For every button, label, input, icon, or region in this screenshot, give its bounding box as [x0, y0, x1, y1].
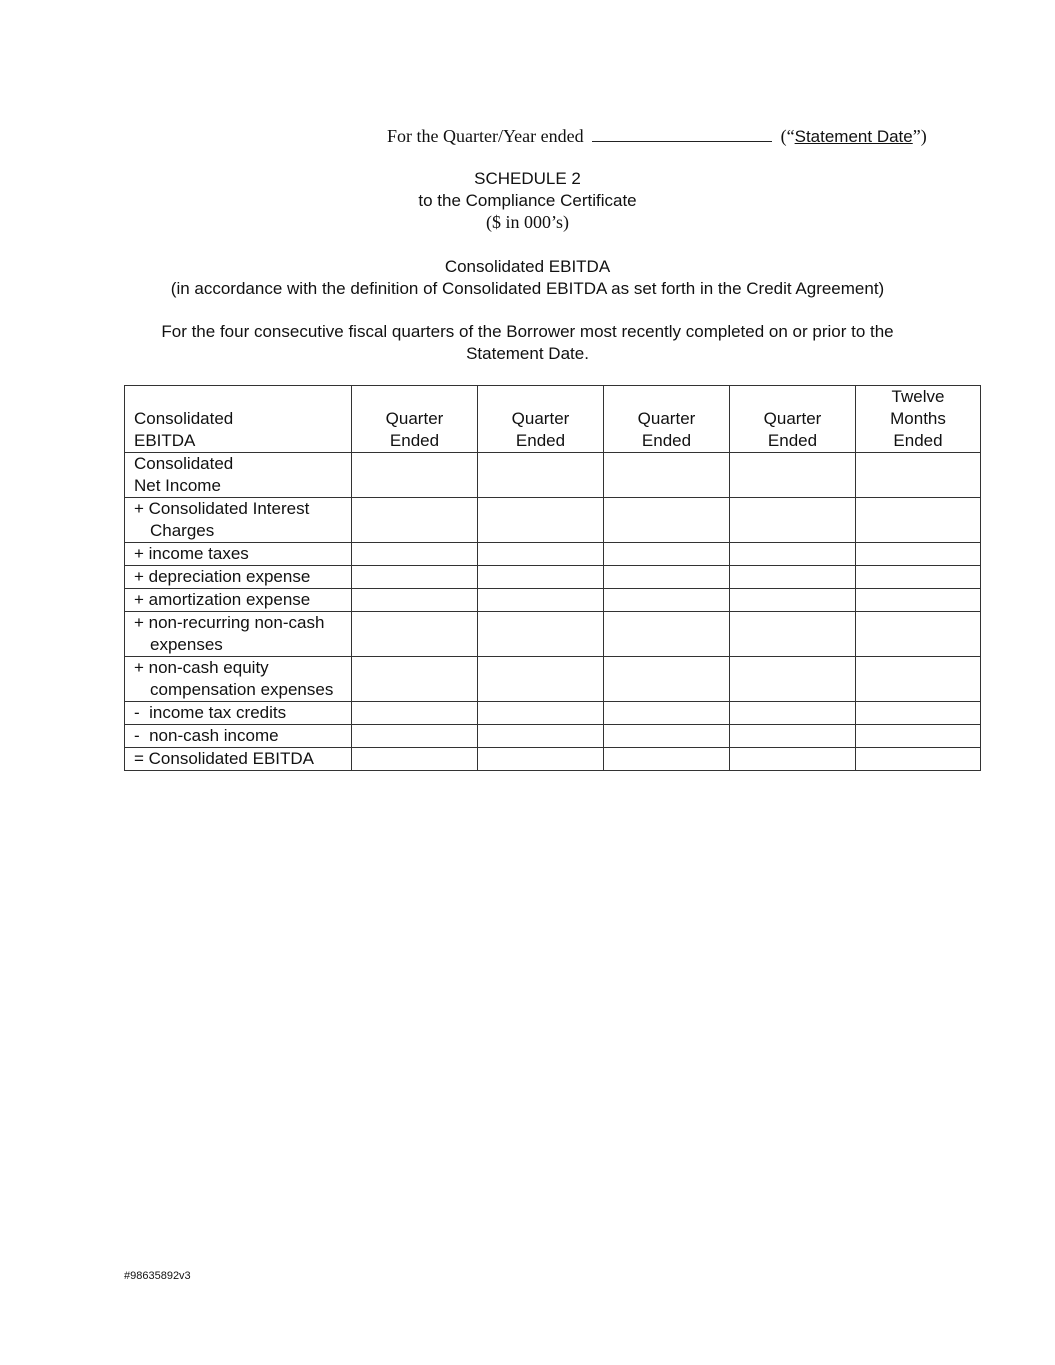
row-label-non-recurring: + non-recurring non-cash expenses [125, 612, 352, 657]
value-cell[interactable] [856, 543, 981, 566]
table-row [125, 453, 981, 498]
value-cell[interactable] [604, 543, 730, 566]
value-cell[interactable] [856, 612, 981, 657]
table-row [125, 657, 981, 702]
value-cell[interactable] [352, 498, 478, 543]
table-row [125, 612, 981, 657]
row-label-tax-credits: - income tax credits [125, 702, 352, 725]
value-cell[interactable] [604, 566, 730, 589]
value-cell[interactable] [604, 748, 730, 771]
value-cell[interactable] [730, 725, 856, 748]
value-cell[interactable] [478, 589, 604, 612]
value-cell[interactable] [730, 543, 856, 566]
value-cell[interactable] [856, 702, 981, 725]
table-row [125, 498, 981, 543]
schedule-subtitle: to the Compliance Certificate [418, 191, 637, 210]
row-label-income-taxes: + income taxes [125, 543, 352, 566]
value-cell[interactable] [604, 657, 730, 702]
table-row [125, 748, 981, 771]
statement-prefix: For the Quarter/Year ended [387, 126, 584, 146]
row-label-depreciation: + depreciation expense [125, 566, 352, 589]
statement-date-blank[interactable] [592, 124, 772, 142]
value-cell[interactable] [730, 589, 856, 612]
value-cell[interactable] [478, 498, 604, 543]
value-cell[interactable] [730, 453, 856, 498]
table-row [125, 543, 981, 566]
document-id: #98635892v3 [124, 1270, 191, 1282]
table-row [125, 566, 981, 589]
value-cell[interactable] [856, 566, 981, 589]
value-cell[interactable] [856, 657, 981, 702]
header-quarter-ended-1: Quarter Ended [352, 386, 478, 453]
value-cell[interactable] [730, 612, 856, 657]
header-twelve-months-ended: Twelve Months Ended [856, 386, 981, 453]
ebitda-schedule-table [124, 385, 981, 771]
value-cell[interactable] [604, 498, 730, 543]
row-label-equity-compensation: + non-cash equity compensation expenses [125, 657, 352, 702]
value-cell[interactable] [478, 725, 604, 748]
value-cell[interactable] [352, 702, 478, 725]
statement-paren-close: ”) [912, 126, 927, 146]
table-row [125, 589, 981, 612]
value-cell[interactable] [856, 453, 981, 498]
value-cell[interactable] [730, 566, 856, 589]
period-note-line-2: Statement Date. [466, 344, 589, 363]
header-quarter-ended-3: Quarter Ended [604, 386, 730, 453]
row-label-net-income: Consolidated Net Income [125, 453, 352, 498]
value-cell[interactable] [352, 657, 478, 702]
value-cell[interactable] [604, 589, 730, 612]
value-cell[interactable] [352, 543, 478, 566]
header-consolidated-ebitda: Consolidated EBITDA [125, 386, 352, 453]
value-cell[interactable] [478, 748, 604, 771]
statement-paren-open: (“ [780, 126, 795, 146]
value-cell[interactable] [478, 543, 604, 566]
statement-date-line [387, 124, 927, 147]
value-cell[interactable] [604, 702, 730, 725]
value-cell[interactable] [604, 725, 730, 748]
value-cell[interactable] [730, 657, 856, 702]
table-row [125, 702, 981, 725]
header-quarter-ended-2: Quarter Ended [478, 386, 604, 453]
value-cell[interactable] [604, 453, 730, 498]
value-cell[interactable] [352, 566, 478, 589]
row-label-consolidated-ebitda: = Consolidated EBITDA [125, 748, 352, 771]
statement-date-label: Statement Date [794, 127, 913, 146]
row-label-interest-charges: + Consolidated Interest Charges [125, 498, 352, 543]
header-quarter-ended-4: Quarter Ended [730, 386, 856, 453]
value-cell[interactable] [856, 748, 981, 771]
table-header-row [125, 386, 981, 453]
value-cell[interactable] [730, 498, 856, 543]
value-cell[interactable] [352, 725, 478, 748]
schedule-units: ($ in 000’s) [486, 212, 569, 232]
value-cell[interactable] [478, 566, 604, 589]
value-cell[interactable] [730, 748, 856, 771]
row-label-amortization: + amortization expense [125, 589, 352, 612]
value-cell[interactable] [604, 612, 730, 657]
value-cell[interactable] [856, 498, 981, 543]
table-row [125, 725, 981, 748]
value-cell[interactable] [856, 725, 981, 748]
value-cell[interactable] [352, 589, 478, 612]
row-label-non-cash-income: - non-cash income [125, 725, 352, 748]
value-cell[interactable] [730, 702, 856, 725]
value-cell[interactable] [478, 612, 604, 657]
value-cell[interactable] [856, 589, 981, 612]
value-cell[interactable] [478, 453, 604, 498]
schedule-title: SCHEDULE 2 [474, 169, 581, 188]
value-cell[interactable] [352, 748, 478, 771]
value-cell[interactable] [478, 657, 604, 702]
period-note-line-1: For the four consecutive fiscal quarters of the Borrower most recently completed on or prior to the [161, 322, 894, 341]
ebitda-subtitle: (in accordance with the definition of Consolidated EBITDA as set forth in the Credit Agreement) [170, 279, 885, 298]
value-cell[interactable] [352, 453, 478, 498]
value-cell[interactable] [478, 702, 604, 725]
value-cell[interactable] [352, 612, 478, 657]
ebitda-title: Consolidated EBITDA [444, 257, 611, 276]
